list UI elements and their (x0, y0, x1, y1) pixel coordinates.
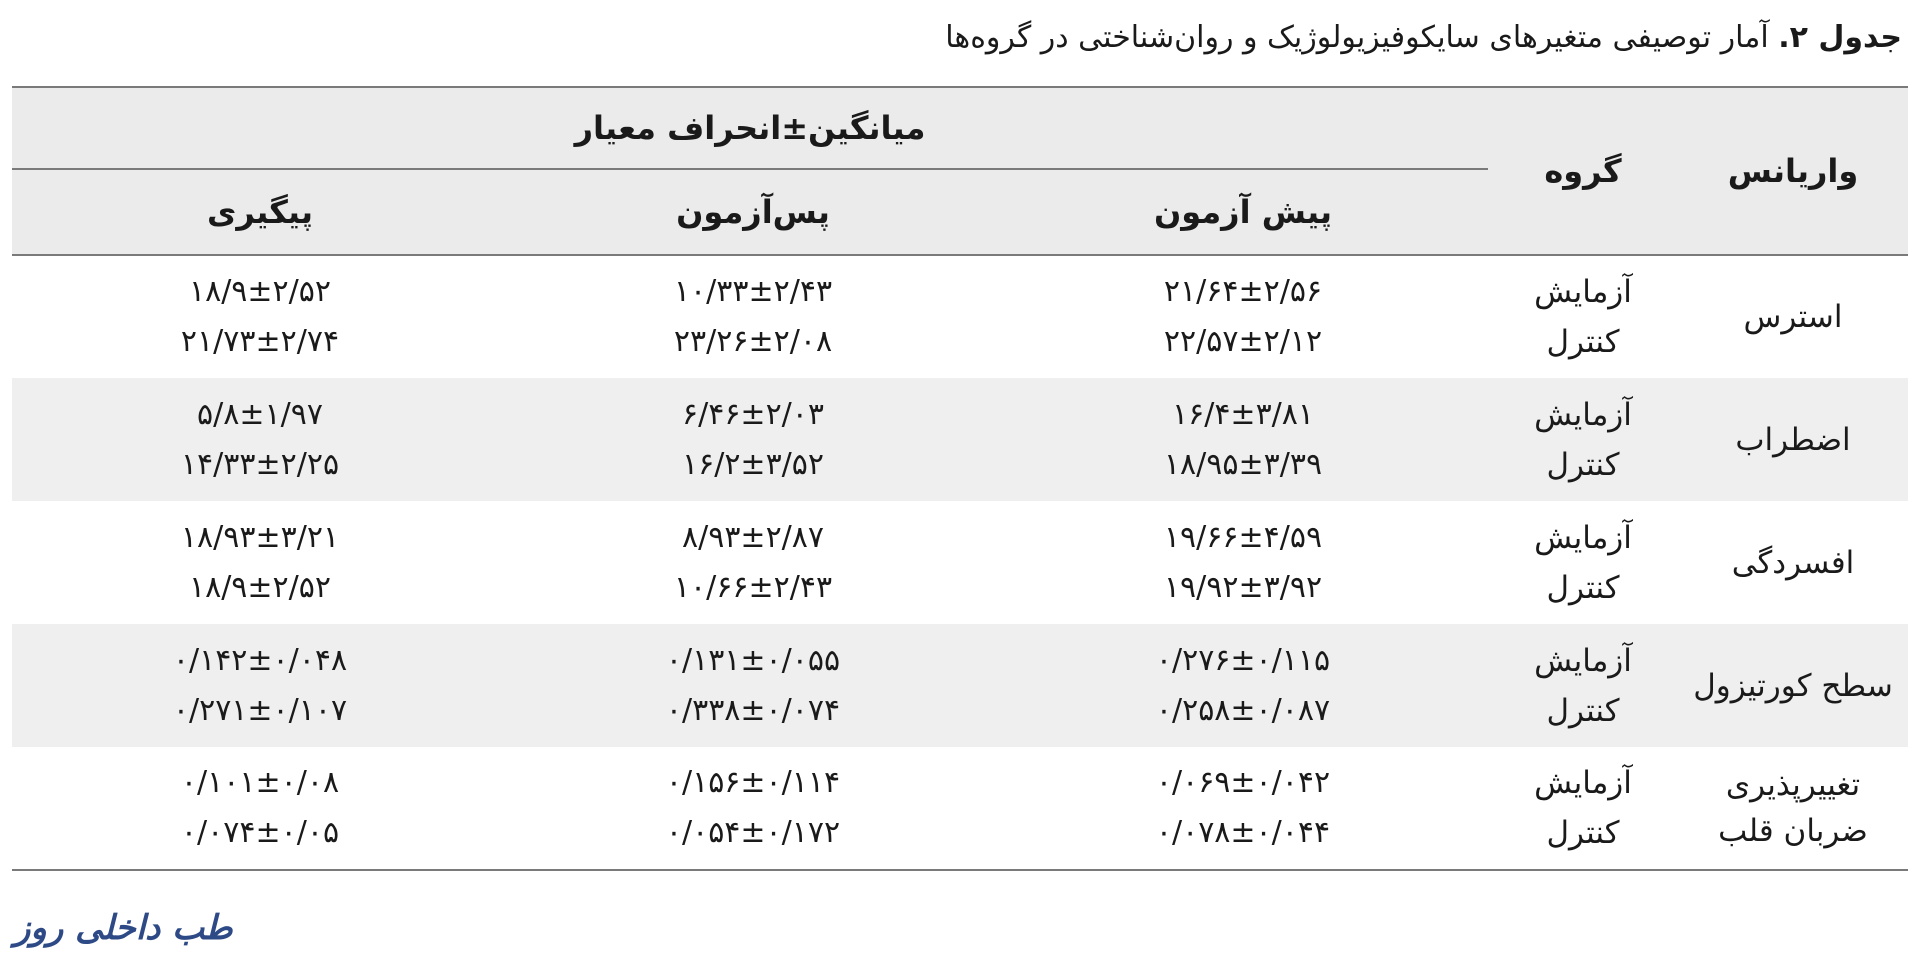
followup-cell (12, 501, 508, 624)
variable-label: سطح کورتیزول (1693, 667, 1893, 704)
group-label: آزمایش (1534, 274, 1632, 310)
header-pretest: پیش آزمون (998, 169, 1488, 255)
table-row (12, 624, 1908, 747)
followup-cell (12, 747, 508, 870)
header-followup: پیگیری (12, 169, 508, 255)
table-row (12, 255, 1908, 378)
posttest-value: ۰/۰۵۴±۰/۱۷۲ (665, 815, 841, 850)
posttest-value: ۰/۱۵۶±۰/۱۱۴ (665, 765, 841, 800)
header-variance: واریانس (1678, 87, 1908, 255)
posttest-cell (508, 378, 998, 501)
pretest-cell (998, 624, 1488, 747)
group-label: کنترل (1546, 815, 1620, 851)
posttest-value: ۰/۳۳۸±۰/۰۷۴ (665, 692, 841, 728)
table-row (12, 747, 1908, 870)
table-caption (16, 14, 1902, 62)
caption-text: آمار توصیفی متغیرهای سایکوفیزیولوژیک و روان‌شناختی در گروه‌ها (945, 20, 1779, 55)
pretest-value: ۲۱/۶۴±۲/۵۶ (1163, 274, 1323, 309)
followup-value: ۰/۰۷۴±۰/۰۵ (180, 815, 340, 850)
group-cell (1488, 378, 1678, 501)
pretest-cell (998, 378, 1488, 501)
group-label: کنترل (1546, 324, 1620, 360)
variable-label: افسردگی (1731, 544, 1855, 581)
posttest-cell (508, 624, 998, 747)
followup-value: ۲۱/۷۳±۲/۷۴ (180, 324, 340, 359)
variable-cell (1678, 747, 1908, 870)
posttest-value: ۰/۱۳۱±۰/۰۵۵ (665, 642, 841, 678)
caption-label: جدول ۲. (1778, 20, 1902, 55)
pretest-cell (998, 501, 1488, 624)
group-cell (1488, 501, 1678, 624)
variable-cell (1678, 624, 1908, 747)
journal-logo: طب داخلی روز (14, 908, 233, 948)
posttest-value: ۱۰/۶۶±۲/۴۳ (673, 569, 833, 605)
followup-value: ۱۸/۹±۲/۵۲ (188, 569, 331, 605)
statistics-table (12, 86, 1908, 871)
group-label: آزمایش (1534, 765, 1632, 801)
posttest-value: ۸/۹۳±۲/۸۷ (681, 519, 825, 555)
header-posttest: پس‌آزمون (508, 169, 998, 255)
group-label: آزمایش (1534, 642, 1632, 679)
posttest-value: ۱۰/۳۳±۲/۴۳ (673, 274, 833, 309)
group-label: کنترل (1546, 569, 1620, 606)
group-cell (1488, 747, 1678, 870)
pretest-cell (998, 747, 1488, 870)
group-label: کنترل (1546, 692, 1620, 729)
header-mean-sd: میانگین±انحراف معیار (12, 87, 1488, 169)
followup-value: ۰/۱۰۱±۰/۰۸ (180, 765, 340, 800)
table-container (12, 86, 1908, 871)
pretest-value: ۱۹/۶۶±۴/۵۹ (1163, 519, 1323, 555)
variable-label: استرس (1743, 299, 1843, 335)
variable-label: ضربان قلب (1718, 813, 1868, 849)
followup-value: ۱۴/۳۳±۲/۲۵ (180, 446, 340, 482)
posttest-cell (508, 255, 998, 378)
posttest-cell (508, 501, 998, 624)
pretest-value: ۰/۲۵۸±۰/۰۸۷ (1155, 692, 1331, 728)
posttest-value: ۲۳/۲۶±۲/۰۸ (673, 324, 833, 359)
group-label: آزمایش (1534, 396, 1632, 433)
posttest-value: ۱۶/۲±۳/۵۲ (681, 446, 825, 482)
followup-cell (12, 624, 508, 747)
group-cell (1488, 255, 1678, 378)
followup-cell (12, 378, 508, 501)
followup-value: ۱۸/۹±۲/۵۲ (188, 274, 331, 309)
table-body (12, 255, 1908, 870)
variable-cell (1678, 378, 1908, 501)
group-cell (1488, 624, 1678, 747)
followup-value: ۰/۲۷۱±۰/۱۰۷ (172, 692, 348, 728)
group-label: کنترل (1546, 446, 1620, 483)
group-label: آزمایش (1534, 519, 1632, 556)
variable-label: اضطراب (1735, 421, 1851, 458)
table-row (12, 378, 1908, 501)
pretest-value: ۲۲/۵۷±۲/۱۲ (1163, 324, 1323, 359)
posttest-cell (508, 747, 998, 870)
table-header (12, 87, 1908, 255)
pretest-value: ۱۸/۹۵±۳/۳۹ (1163, 446, 1323, 482)
followup-value: ۰/۱۴۲±۰/۰۴۸ (172, 642, 348, 678)
followup-value: ۵/۸±۱/۹۷ (197, 396, 323, 432)
variable-cell (1678, 255, 1908, 378)
variable-cell (1678, 501, 1908, 624)
followup-cell (12, 255, 508, 378)
posttest-value: ۶/۴۶±۲/۰۳ (681, 396, 825, 432)
pretest-cell (998, 255, 1488, 378)
pretest-value: ۰/۰۶۹±۰/۰۴۲ (1155, 765, 1331, 800)
pretest-value: ۰/۰۷۸±۰/۰۴۴ (1155, 815, 1331, 850)
followup-value: ۱۸/۹۳±۳/۲۱ (180, 519, 340, 555)
variable-label: تغییرپذیری (1725, 767, 1861, 803)
pretest-value: ۰/۲۷۶±۰/۱۱۵ (1155, 642, 1331, 678)
pretest-value: ۱۶/۴±۳/۸۱ (1171, 396, 1315, 432)
pretest-value: ۱۹/۹۲±۳/۹۲ (1163, 569, 1323, 605)
table-row (12, 501, 1908, 624)
header-group: گروه (1488, 87, 1678, 255)
